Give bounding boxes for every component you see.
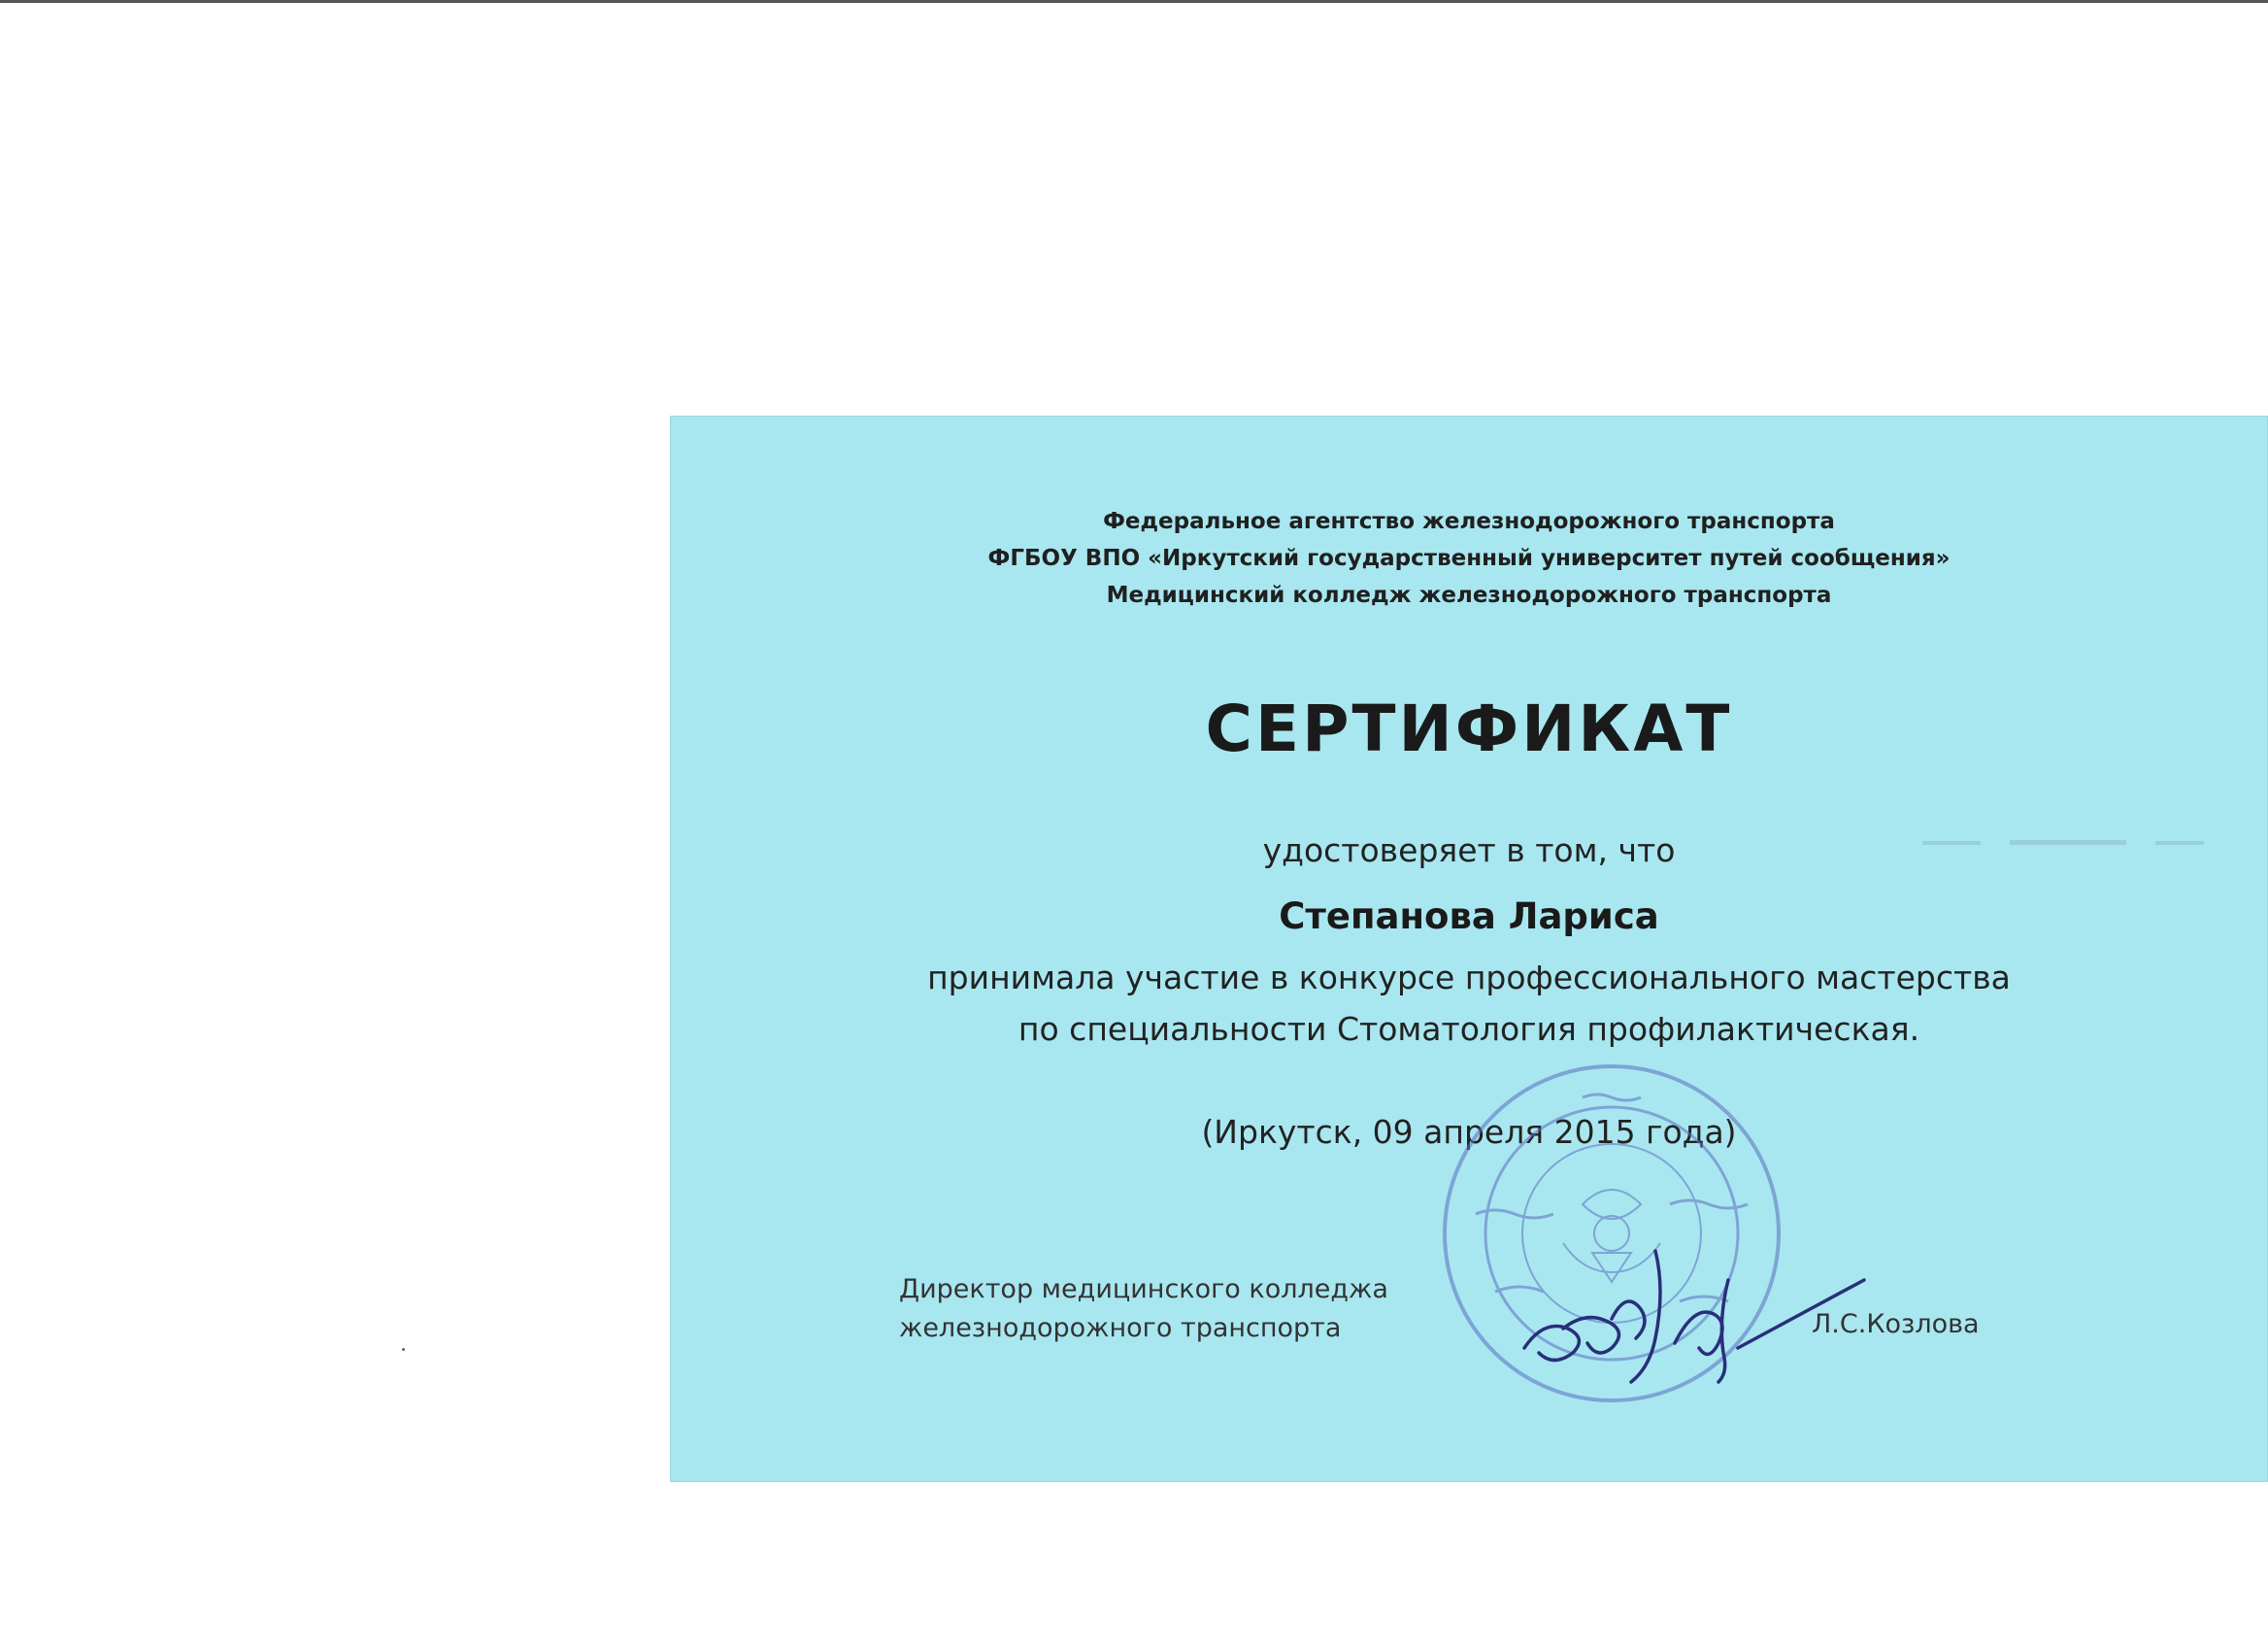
signer-title — [899, 1270, 1388, 1348]
recipient-name: Степанова Лариса — [1279, 895, 1659, 937]
place-and-date: (Иркутск, 09 апреля 2015 года) — [1201, 1113, 1737, 1151]
signer-title-line-2: железнодорожного транспорта — [899, 1313, 1342, 1343]
header-agency: Федеральное агентство железнодорожного транспорта — [1103, 509, 1835, 534]
certificate-title: СЕРТИФИКАТ — [1205, 691, 1733, 766]
scan-edge-line — [0, 0, 2268, 3]
header-college: Медицинский колледж железнодорожного транспорта — [1106, 583, 1832, 608]
description-line-1: принимала участие в конкурсе профессионального мастерства — [927, 959, 2011, 996]
handwritten-signature-icon — [1505, 1212, 1913, 1387]
description-line-2: по специальности Стоматология профилактическая. — [1017, 1010, 1920, 1048]
dust-speck — [402, 1348, 405, 1351]
signer-title-line-1: Директор медицинского колледжа — [899, 1274, 1388, 1304]
signer-name: Л.С.Козлова — [1812, 1309, 1980, 1339]
certifies-text: удостоверяет в том, что — [1262, 831, 1676, 869]
certificate-sheet — [670, 416, 2268, 1482]
header-university: ФГБОУ ВПО «Иркутский государственный университет путей сообщения» — [987, 546, 1951, 571]
